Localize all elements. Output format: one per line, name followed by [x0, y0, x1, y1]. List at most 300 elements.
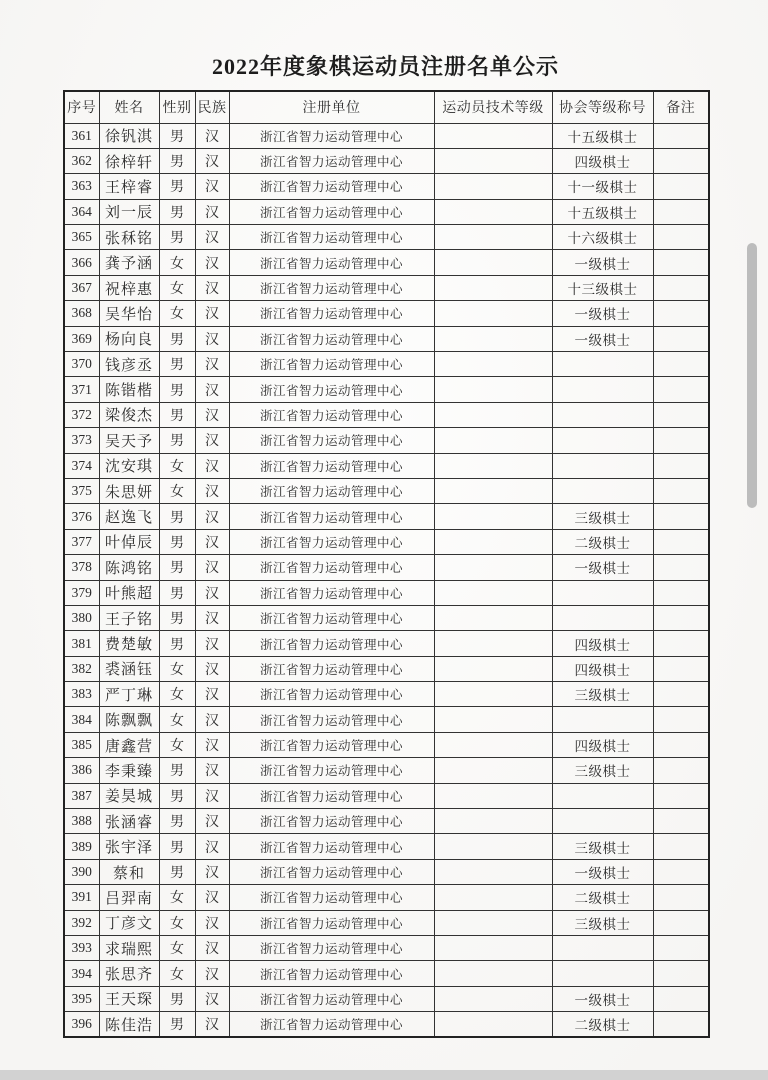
cell-assoc_title: [552, 377, 653, 402]
table-row: [64, 656, 709, 681]
cell-assoc_title: 十三级棋士: [552, 275, 653, 300]
cell-name: 吕羿南: [99, 885, 159, 910]
cell-unit: 浙江省智力运动管理中心: [229, 123, 434, 148]
cell-remarks: [653, 301, 709, 326]
cell-unit: 浙江省智力运动管理中心: [229, 936, 434, 961]
cell-tech_level: [434, 758, 552, 783]
cell-tech_level: [434, 225, 552, 250]
cell-gender: 男: [159, 758, 195, 783]
column-header-remarks: 备注: [653, 91, 709, 123]
cell-index: 376: [64, 504, 99, 529]
cell-remarks: [653, 707, 709, 732]
cell-remarks: [653, 758, 709, 783]
cell-unit: 浙江省智力运动管理中心: [229, 834, 434, 859]
cell-assoc_title: 四级棋士: [552, 631, 653, 656]
cell-index: 377: [64, 529, 99, 554]
table-row: [64, 885, 709, 910]
table-row: [64, 682, 709, 707]
cell-unit: 浙江省智力运动管理中心: [229, 275, 434, 300]
cell-unit: 浙江省智力运动管理中心: [229, 758, 434, 783]
cell-name: 张思齐: [99, 961, 159, 986]
cell-tech_level: [434, 809, 552, 834]
cell-tech_level: [434, 504, 552, 529]
cell-unit: 浙江省智力运动管理中心: [229, 580, 434, 605]
table-row: [64, 377, 709, 402]
cell-gender: 男: [159, 859, 195, 884]
cell-name: 龚予涵: [99, 250, 159, 275]
cell-remarks: [653, 123, 709, 148]
cell-name: 姜昊城: [99, 783, 159, 808]
cell-remarks: [653, 580, 709, 605]
table-row: [64, 834, 709, 859]
cell-remarks: [653, 453, 709, 478]
cell-ethnicity: 汉: [195, 961, 229, 986]
column-header-gender: 性别: [159, 91, 195, 123]
cell-gender: 男: [159, 605, 195, 630]
cell-tech_level: [434, 936, 552, 961]
cell-remarks: [653, 682, 709, 707]
table-row: [64, 555, 709, 580]
cell-remarks: [653, 174, 709, 199]
cell-gender: 男: [159, 504, 195, 529]
cell-ethnicity: 汉: [195, 301, 229, 326]
cell-ethnicity: 汉: [195, 580, 229, 605]
cell-gender: 女: [159, 732, 195, 757]
cell-index: 367: [64, 275, 99, 300]
bottom-edge-strip: [0, 1070, 768, 1080]
table-row: [64, 809, 709, 834]
cell-name: 陈锴楷: [99, 377, 159, 402]
cell-index: 375: [64, 478, 99, 503]
cell-index: 392: [64, 910, 99, 935]
cell-remarks: [653, 199, 709, 224]
cell-remarks: [653, 936, 709, 961]
cell-gender: 女: [159, 275, 195, 300]
cell-index: 395: [64, 986, 99, 1011]
cell-tech_level: [434, 123, 552, 148]
cell-index: 383: [64, 682, 99, 707]
cell-remarks: [653, 986, 709, 1011]
cell-name: 张涵睿: [99, 809, 159, 834]
cell-name: 吴天予: [99, 428, 159, 453]
cell-tech_level: [434, 910, 552, 935]
cell-index: 388: [64, 809, 99, 834]
cell-name: 张宇泽: [99, 834, 159, 859]
cell-unit: 浙江省智力运动管理中心: [229, 682, 434, 707]
column-header-tech_level: 运动员技术等级: [434, 91, 552, 123]
cell-assoc_title: [552, 580, 653, 605]
cell-ethnicity: 汉: [195, 453, 229, 478]
cell-gender: 女: [159, 453, 195, 478]
column-header-name: 姓名: [99, 91, 159, 123]
table-row: [64, 936, 709, 961]
cell-tech_level: [434, 707, 552, 732]
cell-remarks: [653, 656, 709, 681]
cell-remarks: [653, 326, 709, 351]
cell-gender: 女: [159, 656, 195, 681]
table-header-row: [64, 91, 709, 123]
cell-tech_level: [434, 605, 552, 630]
cell-gender: 男: [159, 402, 195, 427]
cell-assoc_title: 二级棋士: [552, 529, 653, 554]
cell-ethnicity: 汉: [195, 174, 229, 199]
cell-name: 杨向良: [99, 326, 159, 351]
cell-unit: 浙江省智力运动管理中心: [229, 402, 434, 427]
cell-assoc_title: 十六级棋士: [552, 225, 653, 250]
cell-remarks: [653, 478, 709, 503]
cell-tech_level: [434, 529, 552, 554]
cell-unit: 浙江省智力运动管理中心: [229, 732, 434, 757]
cell-assoc_title: [552, 428, 653, 453]
cell-gender: 男: [159, 555, 195, 580]
table-row: [64, 605, 709, 630]
cell-remarks: [653, 783, 709, 808]
cell-assoc_title: 一级棋士: [552, 859, 653, 884]
cell-assoc_title: [552, 809, 653, 834]
cell-remarks: [653, 631, 709, 656]
cell-assoc_title: 四级棋士: [552, 732, 653, 757]
cell-ethnicity: 汉: [195, 885, 229, 910]
cell-remarks: [653, 859, 709, 884]
cell-unit: 浙江省智力运动管理中心: [229, 174, 434, 199]
table-row: [64, 402, 709, 427]
cell-assoc_title: [552, 961, 653, 986]
cell-gender: 女: [159, 885, 195, 910]
cell-assoc_title: [552, 936, 653, 961]
cell-assoc_title: [552, 453, 653, 478]
cell-assoc_title: 三级棋士: [552, 834, 653, 859]
cell-unit: 浙江省智力运动管理中心: [229, 301, 434, 326]
cell-tech_level: [434, 428, 552, 453]
cell-tech_level: [434, 326, 552, 351]
cell-gender: 男: [159, 1012, 195, 1037]
cell-index: 389: [64, 834, 99, 859]
cell-tech_level: [434, 1012, 552, 1037]
cell-ethnicity: 汉: [195, 859, 229, 884]
table-row: [64, 250, 709, 275]
table-row: [64, 225, 709, 250]
cell-ethnicity: 汉: [195, 504, 229, 529]
cell-ethnicity: 汉: [195, 275, 229, 300]
table-row: [64, 123, 709, 148]
table-row: [64, 301, 709, 326]
column-header-index: 序号: [64, 91, 99, 123]
cell-assoc_title: 一级棋士: [552, 250, 653, 275]
cell-name: 钱彦丞: [99, 352, 159, 377]
cell-remarks: [653, 732, 709, 757]
column-header-ethnicity: 民族: [195, 91, 229, 123]
cell-name: 赵逸飞: [99, 504, 159, 529]
roster-table: [63, 90, 710, 1038]
cell-tech_level: [434, 250, 552, 275]
cell-name: 王梓睿: [99, 174, 159, 199]
cell-gender: 女: [159, 707, 195, 732]
cell-gender: 男: [159, 529, 195, 554]
table-body: [64, 123, 709, 1037]
cell-remarks: [653, 809, 709, 834]
cell-ethnicity: 汉: [195, 1012, 229, 1037]
table-row: [64, 986, 709, 1011]
cell-unit: 浙江省智力运动管理中心: [229, 352, 434, 377]
cell-tech_level: [434, 301, 552, 326]
cell-index: 365: [64, 225, 99, 250]
cell-gender: 男: [159, 225, 195, 250]
table-row: [64, 1012, 709, 1037]
cell-name: 王子铭: [99, 605, 159, 630]
table-row: [64, 352, 709, 377]
cell-index: 370: [64, 352, 99, 377]
cell-index: 396: [64, 1012, 99, 1037]
cell-index: 369: [64, 326, 99, 351]
cell-ethnicity: 汉: [195, 352, 229, 377]
cell-gender: 男: [159, 326, 195, 351]
cell-name: 蔡和: [99, 859, 159, 884]
cell-index: 366: [64, 250, 99, 275]
cell-unit: 浙江省智力运动管理中心: [229, 783, 434, 808]
cell-assoc_title: 一级棋士: [552, 555, 653, 580]
cell-tech_level: [434, 656, 552, 681]
cell-index: 361: [64, 123, 99, 148]
cell-gender: 男: [159, 377, 195, 402]
cell-tech_level: [434, 859, 552, 884]
cell-name: 裘涵钰: [99, 656, 159, 681]
cell-assoc_title: 一级棋士: [552, 326, 653, 351]
cell-name: 叶倬辰: [99, 529, 159, 554]
cell-assoc_title: 二级棋士: [552, 885, 653, 910]
cell-name: 朱思妍: [99, 478, 159, 503]
cell-index: 387: [64, 783, 99, 808]
cell-remarks: [653, 605, 709, 630]
cell-gender: 男: [159, 580, 195, 605]
column-header-assoc_title: 协会等级称号: [552, 91, 653, 123]
cell-gender: 男: [159, 123, 195, 148]
cell-ethnicity: 汉: [195, 809, 229, 834]
cell-ethnicity: 汉: [195, 631, 229, 656]
cell-assoc_title: 三级棋士: [552, 682, 653, 707]
cell-tech_level: [434, 352, 552, 377]
cell-tech_level: [434, 783, 552, 808]
cell-gender: 男: [159, 783, 195, 808]
cell-tech_level: [434, 631, 552, 656]
table-row: [64, 428, 709, 453]
cell-name: 丁彦文: [99, 910, 159, 935]
page-title: 2022年度象棋运动员注册名单公示: [211, 54, 559, 79]
cell-tech_level: [434, 453, 552, 478]
cell-unit: 浙江省智力运动管理中心: [229, 225, 434, 250]
cell-gender: 女: [159, 478, 195, 503]
cell-gender: 男: [159, 986, 195, 1011]
table-row: [64, 783, 709, 808]
cell-index: 384: [64, 707, 99, 732]
cell-unit: 浙江省智力运动管理中心: [229, 529, 434, 554]
cell-assoc_title: 四级棋士: [552, 656, 653, 681]
table-row: [64, 707, 709, 732]
table-row: [64, 580, 709, 605]
cell-gender: 女: [159, 961, 195, 986]
cell-ethnicity: 汉: [195, 225, 229, 250]
cell-unit: 浙江省智力运动管理中心: [229, 986, 434, 1011]
table-row: [64, 529, 709, 554]
cell-tech_level: [434, 885, 552, 910]
cell-index: 363: [64, 174, 99, 199]
cell-name: 费楚敏: [99, 631, 159, 656]
cell-unit: 浙江省智力运动管理中心: [229, 707, 434, 732]
cell-tech_level: [434, 834, 552, 859]
cell-assoc_title: [552, 605, 653, 630]
cell-assoc_title: [552, 707, 653, 732]
cell-remarks: [653, 148, 709, 173]
cell-index: 362: [64, 148, 99, 173]
cell-remarks: [653, 834, 709, 859]
cell-gender: 女: [159, 301, 195, 326]
cell-remarks: [653, 428, 709, 453]
cell-gender: 男: [159, 631, 195, 656]
cell-name: 严丁琳: [99, 682, 159, 707]
cell-remarks: [653, 250, 709, 275]
cell-remarks: [653, 555, 709, 580]
cell-remarks: [653, 225, 709, 250]
cell-ethnicity: 汉: [195, 529, 229, 554]
cell-assoc_title: [552, 783, 653, 808]
cell-tech_level: [434, 199, 552, 224]
cell-assoc_title: [552, 402, 653, 427]
cell-ethnicity: 汉: [195, 605, 229, 630]
table-row: [64, 732, 709, 757]
table-row: [64, 478, 709, 503]
cell-index: 379: [64, 580, 99, 605]
cell-tech_level: [434, 555, 552, 580]
cell-name: 求瑞熙: [99, 936, 159, 961]
cell-tech_level: [434, 275, 552, 300]
cell-unit: 浙江省智力运动管理中心: [229, 199, 434, 224]
cell-name: 刘一辰: [99, 199, 159, 224]
cell-assoc_title: 三级棋士: [552, 758, 653, 783]
cell-tech_level: [434, 148, 552, 173]
cell-name: 张秝铭: [99, 225, 159, 250]
cell-name: 陈鸿铭: [99, 555, 159, 580]
cell-unit: 浙江省智力运动管理中心: [229, 1012, 434, 1037]
cell-tech_level: [434, 986, 552, 1011]
cell-assoc_title: [552, 478, 653, 503]
cell-assoc_title: 一级棋士: [552, 301, 653, 326]
table-row: [64, 148, 709, 173]
cell-index: 380: [64, 605, 99, 630]
cell-index: 373: [64, 428, 99, 453]
cell-unit: 浙江省智力运动管理中心: [229, 885, 434, 910]
cell-tech_level: [434, 174, 552, 199]
table-row: [64, 758, 709, 783]
cell-gender: 男: [159, 352, 195, 377]
cell-unit: 浙江省智力运动管理中心: [229, 605, 434, 630]
cell-remarks: [653, 910, 709, 935]
cell-ethnicity: 汉: [195, 402, 229, 427]
cell-remarks: [653, 377, 709, 402]
cell-remarks: [653, 352, 709, 377]
cell-index: 382: [64, 656, 99, 681]
table-row: [64, 631, 709, 656]
cell-remarks: [653, 529, 709, 554]
cell-ethnicity: 汉: [195, 910, 229, 935]
cell-name: 徐梓轩: [99, 148, 159, 173]
cell-unit: 浙江省智力运动管理中心: [229, 910, 434, 935]
cell-ethnicity: 汉: [195, 250, 229, 275]
cell-gender: 女: [159, 250, 195, 275]
cell-gender: 男: [159, 174, 195, 199]
cell-unit: 浙江省智力运动管理中心: [229, 631, 434, 656]
table-row: [64, 453, 709, 478]
cell-name: 陈佳浩: [99, 1012, 159, 1037]
cell-gender: 男: [159, 834, 195, 859]
cell-ethnicity: 汉: [195, 707, 229, 732]
table-row: [64, 859, 709, 884]
cell-name: 吴华怡: [99, 301, 159, 326]
cell-unit: 浙江省智力运动管理中心: [229, 428, 434, 453]
cell-index: 386: [64, 758, 99, 783]
cell-unit: 浙江省智力运动管理中心: [229, 555, 434, 580]
cell-gender: 女: [159, 910, 195, 935]
table-row: [64, 275, 709, 300]
cell-remarks: [653, 961, 709, 986]
cell-gender: 女: [159, 682, 195, 707]
cell-tech_level: [434, 580, 552, 605]
cell-remarks: [653, 885, 709, 910]
cell-unit: 浙江省智力运动管理中心: [229, 148, 434, 173]
vertical-scrollbar-thumb[interactable]: [747, 243, 757, 508]
cell-ethnicity: 汉: [195, 478, 229, 503]
cell-tech_level: [434, 478, 552, 503]
cell-ethnicity: 汉: [195, 758, 229, 783]
cell-unit: 浙江省智力运动管理中心: [229, 656, 434, 681]
cell-assoc_title: 三级棋士: [552, 910, 653, 935]
cell-assoc_title: 十五级棋士: [552, 199, 653, 224]
cell-unit: 浙江省智力运动管理中心: [229, 453, 434, 478]
cell-ethnicity: 汉: [195, 199, 229, 224]
cell-unit: 浙江省智力运动管理中心: [229, 377, 434, 402]
cell-tech_level: [434, 961, 552, 986]
cell-name: 沈安琪: [99, 453, 159, 478]
cell-gender: 男: [159, 809, 195, 834]
cell-unit: 浙江省智力运动管理中心: [229, 326, 434, 351]
cell-remarks: [653, 504, 709, 529]
cell-assoc_title: 一级棋士: [552, 986, 653, 1011]
cell-tech_level: [434, 682, 552, 707]
cell-gender: 男: [159, 428, 195, 453]
cell-remarks: [653, 402, 709, 427]
cell-ethnicity: 汉: [195, 148, 229, 173]
cell-ethnicity: 汉: [195, 123, 229, 148]
cell-index: 374: [64, 453, 99, 478]
cell-assoc_title: 四级棋士: [552, 148, 653, 173]
cell-ethnicity: 汉: [195, 326, 229, 351]
cell-assoc_title: 二级棋士: [552, 1012, 653, 1037]
cell-name: 王天琛: [99, 986, 159, 1011]
cell-unit: 浙江省智力运动管理中心: [229, 859, 434, 884]
cell-index: 371: [64, 377, 99, 402]
cell-name: 陈飘飘: [99, 707, 159, 732]
cell-index: 381: [64, 631, 99, 656]
cell-index: 394: [64, 961, 99, 986]
table-row: [64, 174, 709, 199]
cell-unit: 浙江省智力运动管理中心: [229, 809, 434, 834]
cell-index: 378: [64, 555, 99, 580]
cell-index: 385: [64, 732, 99, 757]
cell-ethnicity: 汉: [195, 834, 229, 859]
table-row: [64, 961, 709, 986]
cell-ethnicity: 汉: [195, 377, 229, 402]
cell-ethnicity: 汉: [195, 428, 229, 453]
cell-tech_level: [434, 377, 552, 402]
cell-ethnicity: 汉: [195, 783, 229, 808]
